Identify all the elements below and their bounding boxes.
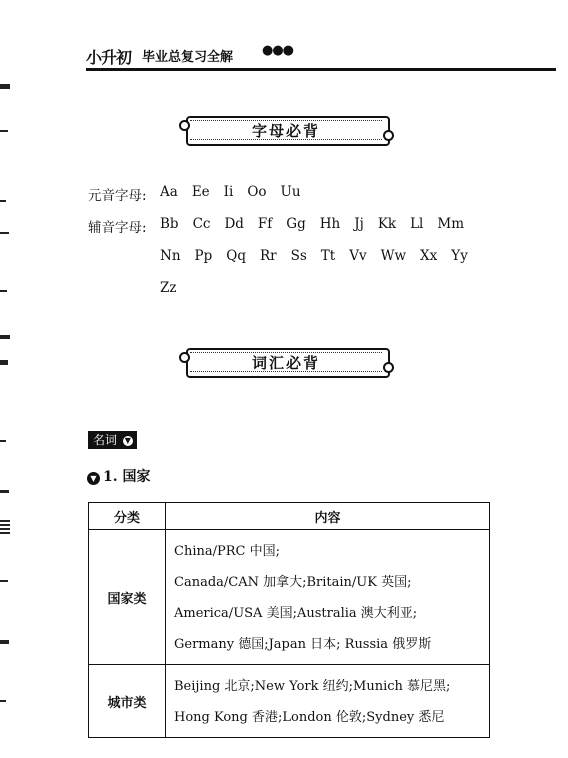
column-header: 内容 — [166, 503, 490, 530]
column-header: 分类 — [89, 503, 166, 530]
chevron-down-icon: ▼ — [87, 472, 100, 485]
letter-pair: Oo — [247, 184, 267, 200]
page-header — [86, 42, 556, 68]
chevron-down-icon: ▼ — [124, 436, 131, 445]
content-cell — [166, 530, 490, 665]
header-rule — [86, 68, 556, 71]
table-row — [89, 665, 490, 738]
letter-pair: Mm — [437, 216, 465, 232]
letter-pair: Pp — [194, 248, 213, 264]
letter-pair: Gg — [286, 216, 306, 232]
content-cell — [166, 665, 490, 738]
subsection-heading — [87, 466, 151, 486]
consonant-row — [88, 248, 508, 280]
letter-pair: Nn — [160, 248, 181, 264]
letter-pair: Tt — [320, 248, 336, 264]
letter-pair: Hh — [319, 216, 341, 232]
letter-pair: Ee — [191, 184, 210, 200]
consonant-row — [88, 280, 508, 312]
content-line: China/PRC 中国; — [174, 544, 280, 559]
section-banner-letters — [180, 114, 398, 148]
letter-pair: Aa — [160, 184, 178, 200]
table-row — [89, 530, 490, 665]
header-dots: ●●● — [262, 43, 294, 58]
letter-pair: Bb — [160, 216, 179, 232]
letter-pair: Ii — [223, 184, 234, 200]
content-line: Canada/CAN 加拿大;Britain/UK 英国; — [174, 575, 412, 590]
consonant-list — [160, 280, 191, 296]
letter-pair: Ll — [410, 216, 424, 232]
consonant-list — [160, 216, 478, 232]
letter-pair: Ww — [380, 248, 407, 264]
letter-pair: Rr — [259, 248, 277, 264]
nouns-tag — [88, 431, 137, 449]
content-line: Hong Kong 香港;London 伦敦;Sydney 悉尼 — [174, 710, 445, 725]
section-title-vocab: 词汇必背 — [251, 354, 320, 372]
letter-pair: Jj — [354, 216, 364, 232]
letter-pair: Qq — [226, 248, 246, 264]
subsection-title: 1. 国家 — [103, 469, 151, 485]
book-brand: 小升初 — [86, 48, 132, 67]
content-line: America/USA 美国;Australia 澳大利亚; — [174, 606, 418, 621]
book-subtitle: 毕业总复习全解 — [142, 50, 234, 65]
letter-pair: Dd — [224, 216, 244, 232]
nouns-table — [88, 502, 490, 738]
letter-pair: Ss — [290, 248, 307, 264]
letter-pair: Kk — [377, 216, 397, 232]
section-title-letters: 字母必背 — [251, 122, 320, 140]
content-line: Beijing 北京;New York 纽约;Munich 慕尼黑; — [174, 679, 451, 694]
category-cell: 国家类 — [89, 530, 166, 665]
letter-pair: Zz — [160, 280, 177, 296]
letter-pair: Ff — [257, 216, 273, 232]
section-banner-vocab — [180, 346, 398, 380]
consonant-label: 辅音字母: — [88, 220, 147, 236]
nouns-tag-label: 名词 — [93, 433, 118, 447]
vowel-list — [160, 184, 315, 200]
letter-pair: Yy — [451, 248, 468, 264]
letter-pair: Xx — [420, 248, 438, 264]
consonant-row — [88, 216, 508, 248]
alphabet-block — [88, 184, 508, 312]
letter-pair: Cc — [192, 216, 211, 232]
letter-pair: Vv — [349, 248, 367, 264]
letter-pair: Uu — [280, 184, 301, 200]
content-line: Germany 德国;Japan 日本; Russia 俄罗斯 — [174, 637, 432, 652]
vowel-row — [88, 184, 508, 216]
category-cell: 城市类 — [89, 665, 166, 738]
vowel-label: 元音字母: — [88, 188, 147, 204]
page-edge-marks — [0, 60, 14, 740]
consonant-list — [160, 248, 482, 264]
table-header-row — [89, 503, 490, 530]
